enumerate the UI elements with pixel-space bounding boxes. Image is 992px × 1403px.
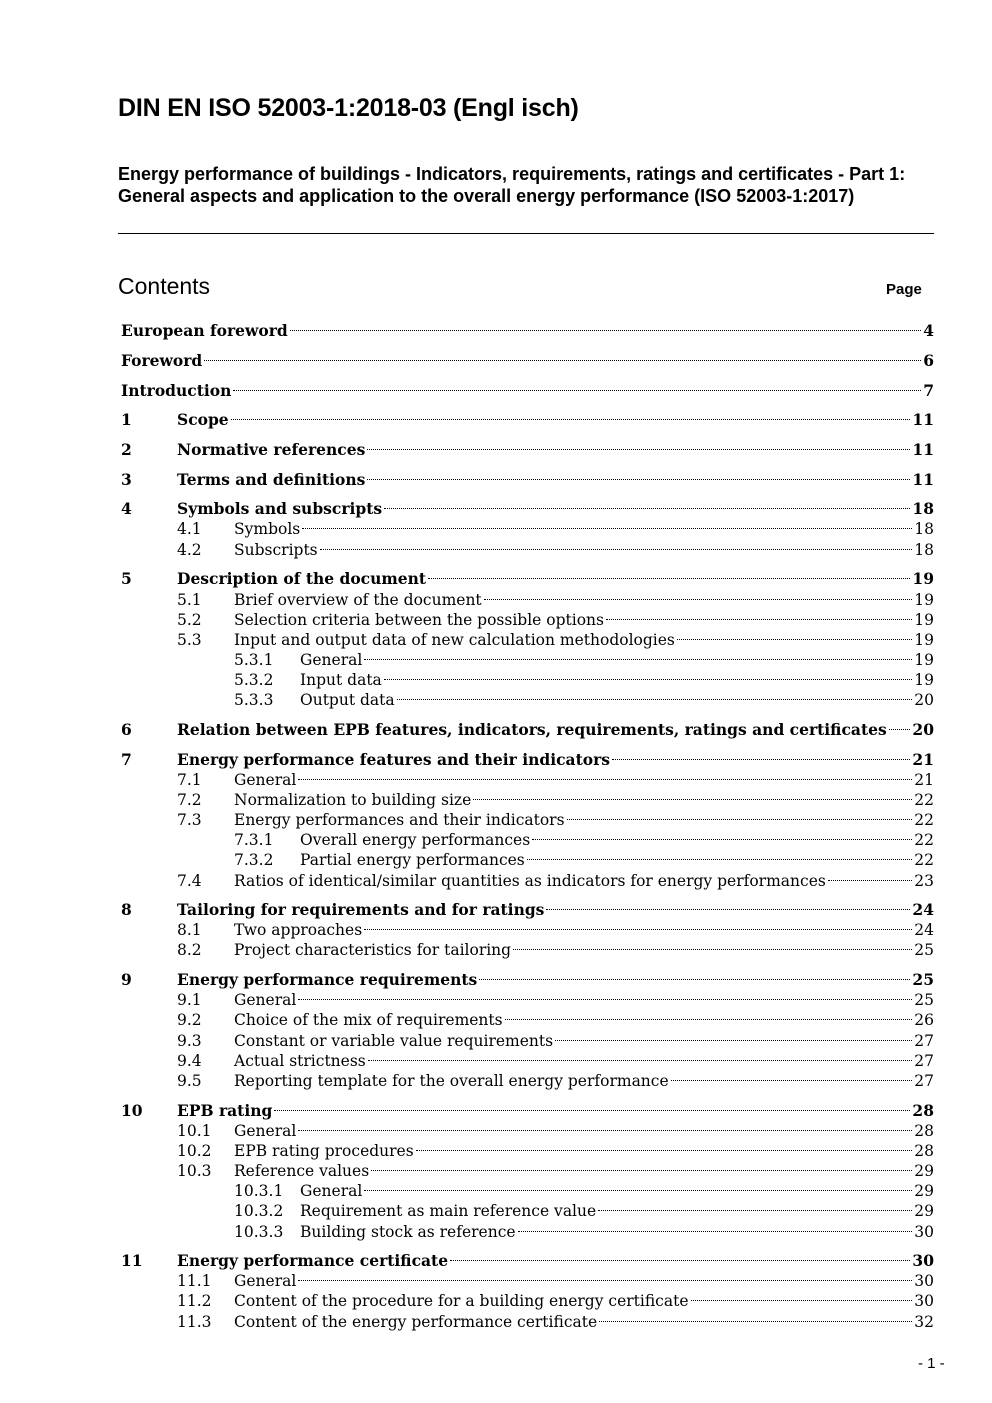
toc-entry-number: 9.4 bbox=[177, 1052, 202, 1070]
toc-entry-title: Energy performance features and their indicators bbox=[177, 750, 610, 769]
toc-entry-page: 4 bbox=[923, 321, 934, 340]
toc-entry-page: 32 bbox=[914, 1313, 934, 1331]
toc-entry-number: 6 bbox=[121, 720, 132, 739]
dot-leader bbox=[450, 1260, 910, 1261]
toc-entry[interactable] bbox=[121, 810, 934, 830]
toc-entry-number: 4 bbox=[121, 499, 132, 518]
toc-entry[interactable] bbox=[121, 499, 934, 519]
toc-entry[interactable] bbox=[121, 470, 934, 490]
dot-leader bbox=[677, 639, 912, 640]
toc-entry-number: 10.3.1 bbox=[234, 1182, 284, 1200]
dot-leader bbox=[828, 880, 912, 881]
dot-leader bbox=[555, 1040, 912, 1041]
toc-entry-number: 8.2 bbox=[177, 941, 202, 959]
toc-entry[interactable] bbox=[121, 690, 934, 710]
toc-entry-page: 22 bbox=[914, 811, 934, 829]
toc-entry[interactable] bbox=[121, 990, 934, 1010]
toc-entry-number: 9 bbox=[121, 970, 132, 989]
dot-leader bbox=[416, 1150, 913, 1151]
toc-entry-page: 28 bbox=[912, 1101, 934, 1120]
toc-entry-title: Energy performance requirements bbox=[177, 970, 478, 989]
toc-entry-number: 10.3.3 bbox=[234, 1223, 284, 1241]
toc-entry[interactable] bbox=[121, 1031, 934, 1051]
toc-entry-number: 7.3.2 bbox=[234, 851, 274, 869]
toc-entry-page: 27 bbox=[914, 1032, 934, 1050]
toc-entry-page: 11 bbox=[912, 410, 934, 429]
toc-entry-title: Tailoring for requirements and for ratings bbox=[177, 900, 545, 919]
toc-entry-page: 22 bbox=[914, 831, 934, 849]
dot-leader bbox=[384, 679, 912, 680]
toc-entry-page: 7 bbox=[923, 381, 934, 400]
dot-leader bbox=[384, 508, 910, 509]
toc-entry-number: 11.3 bbox=[177, 1313, 212, 1331]
toc-entry[interactable] bbox=[121, 720, 934, 740]
toc-entry[interactable] bbox=[121, 1121, 934, 1141]
toc-entry[interactable] bbox=[121, 940, 934, 960]
dot-leader bbox=[290, 330, 921, 331]
toc-entry[interactable] bbox=[121, 1251, 934, 1271]
toc-entry-number: 11.2 bbox=[177, 1292, 212, 1310]
toc-entry-number: 4.1 bbox=[177, 520, 202, 538]
dot-leader bbox=[298, 1130, 912, 1131]
document-title: DIN EN ISO 52003-1:2018-03 (Engl isch) bbox=[118, 94, 579, 122]
toc-entry[interactable] bbox=[121, 1071, 934, 1091]
toc-entry[interactable] bbox=[121, 1271, 934, 1291]
toc-entry-number: 4.2 bbox=[177, 541, 202, 559]
toc-entry-title: Two approaches bbox=[234, 921, 363, 939]
toc-entry-page: 22 bbox=[914, 851, 934, 869]
toc-entry-title: Scope bbox=[177, 410, 229, 429]
toc-entry[interactable] bbox=[121, 1291, 934, 1311]
toc-entry[interactable] bbox=[121, 1101, 934, 1121]
dot-leader bbox=[298, 779, 912, 780]
toc-entry-title: EPB rating procedures bbox=[234, 1142, 414, 1160]
toc-entry[interactable] bbox=[121, 970, 934, 990]
toc-entry-page: 18 bbox=[912, 499, 934, 518]
toc-entry-page: 27 bbox=[914, 1052, 934, 1070]
toc-entry[interactable] bbox=[121, 650, 934, 670]
toc-entry-title: General bbox=[234, 1272, 297, 1290]
page-number: - 1 - bbox=[918, 1355, 945, 1372]
toc-entry-page: 19 bbox=[912, 569, 934, 588]
dot-leader bbox=[320, 549, 913, 550]
toc-entry[interactable] bbox=[121, 1181, 934, 1201]
toc-entry-title: Energy performance certificate bbox=[177, 1251, 449, 1270]
toc-entry-number: 7.3 bbox=[177, 811, 202, 829]
toc-entry-page: 23 bbox=[914, 872, 934, 890]
dot-leader bbox=[364, 929, 912, 930]
toc-entry-title: Reporting template for the overall energy performance bbox=[234, 1072, 669, 1090]
toc-entry-page: 19 bbox=[914, 631, 934, 649]
toc-entry-number: 10.3 bbox=[177, 1162, 212, 1180]
toc-entry[interactable] bbox=[121, 1312, 934, 1332]
toc-entry-number: 7.4 bbox=[177, 872, 202, 890]
dot-leader bbox=[367, 479, 910, 480]
dot-leader bbox=[367, 449, 910, 450]
toc-entry-page: 24 bbox=[914, 921, 934, 939]
toc-entry-page: 26 bbox=[914, 1011, 934, 1029]
toc-entry[interactable] bbox=[121, 850, 934, 870]
toc-entry-number: 5.3.2 bbox=[234, 671, 274, 689]
dot-leader bbox=[364, 659, 912, 660]
dot-leader bbox=[371, 1170, 912, 1171]
toc-entry-number: 9.1 bbox=[177, 991, 202, 1009]
toc-entry-page: 24 bbox=[912, 900, 934, 919]
toc-entry[interactable] bbox=[121, 569, 934, 589]
toc-entry[interactable] bbox=[121, 920, 934, 940]
toc-entry-number: 5.3.3 bbox=[234, 691, 274, 709]
toc-entry-number: 9.5 bbox=[177, 1072, 202, 1090]
toc-entry[interactable] bbox=[121, 630, 934, 650]
toc-entry-number: 9.2 bbox=[177, 1011, 202, 1029]
dot-leader bbox=[473, 799, 912, 800]
dot-leader bbox=[598, 1210, 912, 1211]
toc-entry-number: 5.1 bbox=[177, 591, 202, 609]
dot-leader bbox=[479, 979, 910, 980]
toc-entry-page: 30 bbox=[914, 1223, 934, 1241]
dot-leader bbox=[484, 599, 913, 600]
dot-leader bbox=[671, 1080, 913, 1081]
toc-entry-number: 10.1 bbox=[177, 1122, 212, 1140]
dot-leader bbox=[298, 999, 912, 1000]
dot-leader bbox=[368, 1060, 913, 1061]
toc-entry-number: 11 bbox=[121, 1251, 143, 1270]
toc-entry-page: 30 bbox=[914, 1292, 934, 1310]
toc-entry-title: Input and output data of new calculation methodologies bbox=[234, 631, 675, 649]
toc-entry-title: Description of the document bbox=[177, 569, 427, 588]
toc-entry-title: Relation between EPB features, indicators, requirements, ratings and certificates bbox=[177, 720, 887, 739]
toc-entry-page: 29 bbox=[914, 1202, 934, 1220]
toc-entry[interactable] bbox=[121, 519, 934, 539]
toc-entry-title: General bbox=[300, 651, 363, 669]
toc-entry-title: General bbox=[234, 1122, 297, 1140]
toc-entry[interactable] bbox=[121, 351, 934, 371]
toc-entry[interactable] bbox=[121, 900, 934, 920]
toc-entry-page: 11 bbox=[912, 470, 934, 489]
toc-entry-page: 30 bbox=[912, 1251, 934, 1270]
toc-entry-page: 27 bbox=[914, 1072, 934, 1090]
toc-entry-page: 20 bbox=[912, 720, 934, 739]
toc-entry-title: European foreword bbox=[121, 321, 288, 340]
toc-entry-number: 5.3.1 bbox=[234, 651, 274, 669]
dot-leader bbox=[513, 949, 912, 950]
toc-entry-title: General bbox=[300, 1182, 363, 1200]
toc-entry-page: 28 bbox=[914, 1122, 934, 1140]
dot-leader bbox=[599, 1321, 912, 1322]
toc-entry-number: 8.1 bbox=[177, 921, 202, 939]
toc-entry-page: 29 bbox=[914, 1182, 934, 1200]
toc-entry-page: 28 bbox=[914, 1142, 934, 1160]
dot-leader bbox=[274, 1110, 910, 1111]
toc-entry-title: Normative references bbox=[177, 440, 366, 459]
toc-entry-number: 10 bbox=[121, 1101, 143, 1120]
dot-leader bbox=[889, 729, 911, 730]
dot-leader bbox=[204, 360, 921, 361]
toc-entry-number: 7.3.1 bbox=[234, 831, 274, 849]
toc-entry-title: Reference values bbox=[234, 1162, 370, 1180]
toc-entry-title: Input data bbox=[300, 671, 382, 689]
toc-entry-title: Constant or variable value requirements bbox=[234, 1032, 554, 1050]
dot-leader bbox=[532, 839, 912, 840]
toc-entry-title: Introduction bbox=[121, 381, 232, 400]
toc-entry[interactable] bbox=[121, 830, 934, 850]
toc-entry-number: 9.3 bbox=[177, 1032, 202, 1050]
toc-entry-number: 5.3 bbox=[177, 631, 202, 649]
toc-entry[interactable] bbox=[121, 871, 934, 891]
toc-entry-number: 7.1 bbox=[177, 771, 202, 789]
toc-entry-title: Symbols and subscripts bbox=[177, 499, 383, 518]
toc-entry[interactable] bbox=[121, 1051, 934, 1071]
toc-entry-number: 1 bbox=[121, 410, 132, 429]
page-column-label: Page bbox=[886, 281, 922, 298]
toc-entry-page: 19 bbox=[914, 651, 934, 669]
toc-entry[interactable] bbox=[121, 670, 934, 690]
toc-entry-title: Ratios of identical/similar quantities as indicators for energy performances bbox=[234, 872, 826, 890]
toc-entry-page: 6 bbox=[923, 351, 934, 370]
dot-leader bbox=[518, 1231, 913, 1232]
toc-entry-title: Energy performances and their indicators bbox=[234, 811, 565, 829]
toc-entry[interactable] bbox=[121, 540, 934, 560]
toc-entry-title: Selection criteria between the possible options bbox=[234, 611, 604, 629]
toc-entry-title: General bbox=[234, 771, 297, 789]
toc-entry-number: 7 bbox=[121, 750, 132, 769]
dot-leader bbox=[231, 419, 911, 420]
toc-entry-page: 20 bbox=[914, 691, 934, 709]
toc-entry-title: Normalization to building size bbox=[234, 791, 472, 809]
toc-entry-page: 19 bbox=[914, 591, 934, 609]
toc-entry[interactable] bbox=[121, 590, 934, 610]
toc-entry-number: 5 bbox=[121, 569, 132, 588]
dot-leader bbox=[691, 1300, 913, 1301]
toc-entry-title: Actual strictness bbox=[234, 1052, 366, 1070]
toc-entry[interactable] bbox=[121, 1141, 934, 1161]
dot-leader bbox=[567, 819, 913, 820]
toc-entry-title: Content of the procedure for a building energy certificate bbox=[234, 1292, 689, 1310]
toc-entry-title: Building stock as reference bbox=[300, 1223, 516, 1241]
dot-leader bbox=[505, 1019, 913, 1020]
toc-entry-title: Terms and definitions bbox=[177, 470, 366, 489]
toc-entry-page: 30 bbox=[914, 1272, 934, 1290]
toc-entry-page: 25 bbox=[914, 941, 934, 959]
toc-entry-title: Subscripts bbox=[234, 541, 318, 559]
toc-entry[interactable] bbox=[121, 1201, 934, 1221]
toc-entry-title: Foreword bbox=[121, 351, 203, 370]
toc-entry-number: 7.2 bbox=[177, 791, 202, 809]
dot-leader bbox=[298, 1280, 912, 1281]
toc-entry-title: Output data bbox=[300, 691, 395, 709]
dot-leader bbox=[606, 619, 912, 620]
toc-entry-title: Partial energy performances bbox=[300, 851, 525, 869]
toc-entry-page: 22 bbox=[914, 791, 934, 809]
toc-entry-page: 21 bbox=[914, 771, 934, 789]
toc-entry-page: 19 bbox=[914, 611, 934, 629]
toc-entry-title: Project characteristics for tailoring bbox=[234, 941, 512, 959]
contents-heading: Contents bbox=[118, 273, 211, 299]
toc-entry-number: 10.2 bbox=[177, 1142, 212, 1160]
toc-entry[interactable] bbox=[121, 750, 934, 770]
toc-entry-page: 18 bbox=[914, 541, 934, 559]
toc-entry-page: 11 bbox=[912, 440, 934, 459]
toc-entry-page: 19 bbox=[914, 671, 934, 689]
dot-leader bbox=[397, 699, 913, 700]
toc-entry-title: General bbox=[234, 991, 297, 1009]
toc-entry-title: Brief overview of the document bbox=[234, 591, 482, 609]
toc-entry-number: 10.3.2 bbox=[234, 1202, 284, 1220]
toc-entry-page: 18 bbox=[914, 520, 934, 538]
toc-entry[interactable] bbox=[121, 410, 934, 430]
toc-entry-page: 21 bbox=[912, 750, 934, 769]
toc-entry-page: 25 bbox=[914, 991, 934, 1009]
toc-entry[interactable] bbox=[121, 610, 934, 630]
dot-leader bbox=[546, 909, 910, 910]
toc-entry-number: 8 bbox=[121, 900, 132, 919]
toc-entry-title: Symbols bbox=[234, 520, 301, 538]
toc-entry-number: 2 bbox=[121, 440, 132, 459]
toc-entry[interactable] bbox=[121, 790, 934, 810]
dot-leader bbox=[612, 759, 910, 760]
toc-entry-number: 5.2 bbox=[177, 611, 202, 629]
document-subtitle: Energy performance of buildings - Indicators, requirements, ratings and certificates - Part 1: General aspects and application to the overall energy performance (ISO 52003-1:2017) bbox=[118, 164, 906, 206]
toc-entry[interactable] bbox=[121, 1222, 934, 1242]
toc-entry-title: Overall energy performances bbox=[300, 831, 531, 849]
dot-leader bbox=[233, 390, 921, 391]
toc-entry[interactable] bbox=[121, 770, 934, 790]
toc-entry[interactable] bbox=[121, 1161, 934, 1181]
toc-entry-title: EPB rating bbox=[177, 1101, 273, 1120]
toc-entry-page: 29 bbox=[914, 1162, 934, 1180]
toc-entry-number: 3 bbox=[121, 470, 132, 489]
toc-entry[interactable] bbox=[121, 381, 934, 401]
toc-entry[interactable] bbox=[121, 440, 934, 460]
dot-leader bbox=[302, 528, 912, 529]
toc-entry[interactable] bbox=[121, 321, 934, 341]
toc-entry-page: 25 bbox=[912, 970, 934, 989]
toc-entry-title: Content of the energy performance certificate bbox=[234, 1313, 598, 1331]
toc-entry[interactable] bbox=[121, 1010, 934, 1030]
dot-leader bbox=[527, 859, 913, 860]
toc-entry-title: Choice of the mix of requirements bbox=[234, 1011, 503, 1029]
dot-leader bbox=[364, 1190, 912, 1191]
dot-leader bbox=[428, 578, 910, 579]
toc-entry-number: 11.1 bbox=[177, 1272, 212, 1290]
toc-entry-title: Requirement as main reference value bbox=[300, 1202, 597, 1220]
